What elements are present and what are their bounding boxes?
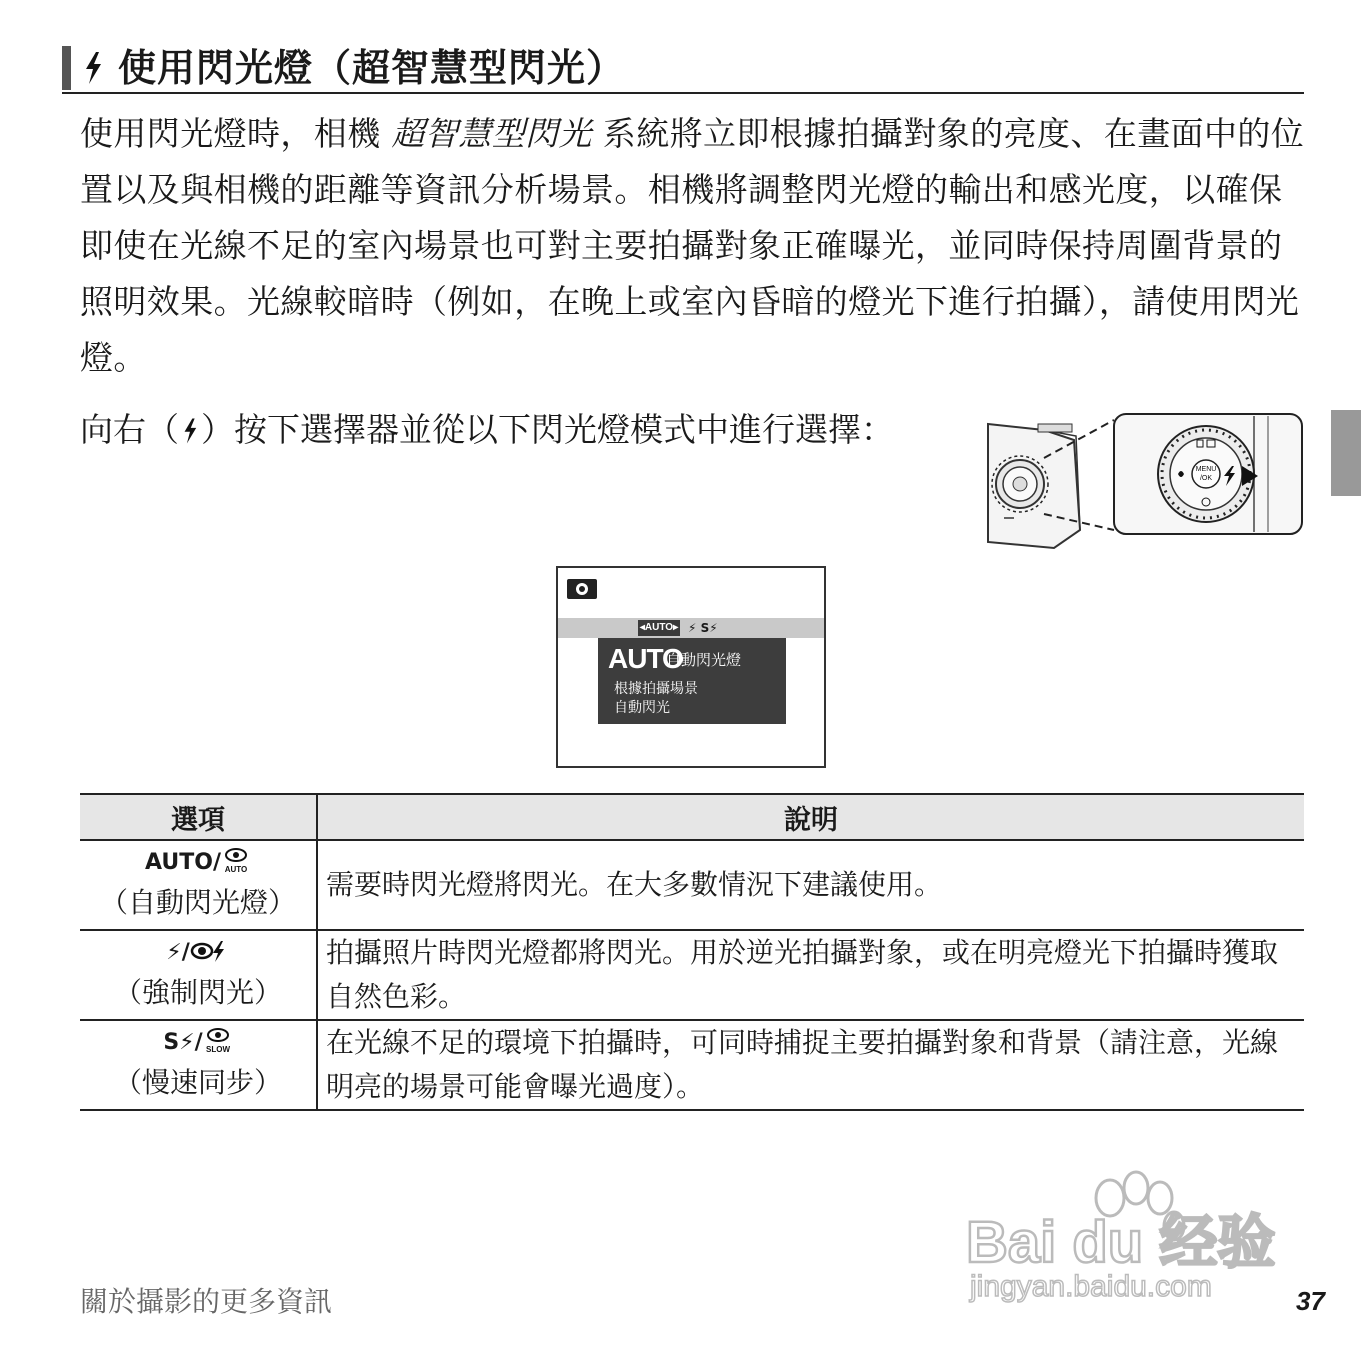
intro-text-end: 系統將立即根據拍攝對象的亮度、在畫面中的位置以及與相機的距離等資訊分析場景。相機將調整閃光燈的輸出和感光度，以確保即使在光線不足的室內場景也可對主要拍攝對象正確曝光，並同時保持周圍背景的照明效果。光線較暗時（例如，在晚上或室內昏暗的燈光下進行拍攝），請使用閃光燈。 xyxy=(80,114,1305,377)
section-heading xyxy=(62,42,1304,94)
watermark-url: jingyan.baidu.com xyxy=(970,1270,1212,1303)
watermark-logo: Bai du 经验 xyxy=(966,1210,1276,1275)
mode-info-panel xyxy=(598,638,786,724)
footer-section-title: 關於攝影的更多資訊 xyxy=(80,1285,333,1318)
menu-ok-button-label: MENU xyxy=(1195,466,1217,473)
option-name: （自動閃光燈） xyxy=(99,886,296,919)
camera-mode-icon xyxy=(566,578,598,600)
header-description: 說明 xyxy=(317,794,1304,840)
mode-description: 根據拍攝場景 自動閃光 xyxy=(614,681,698,716)
instruction-start: 向右（ xyxy=(80,410,179,449)
chapter-tab xyxy=(1331,410,1361,496)
svg-text:AUTO: AUTO xyxy=(224,865,248,874)
option-description: 需要時閃光燈將閃光。在大多數情況下建議使用。 xyxy=(317,840,1304,930)
flash-icon xyxy=(80,50,106,86)
table-header-row xyxy=(80,794,1304,840)
red-eye-auto-icon xyxy=(221,845,251,875)
option-cell xyxy=(80,1020,317,1110)
flash-icon xyxy=(179,417,201,445)
option-code: ⚡/ xyxy=(80,935,316,971)
intro-emphasis: 超智慧型閃光 xyxy=(391,114,592,153)
flash-options-table xyxy=(80,793,1304,1111)
option-code: S⚡/ SLOW xyxy=(80,1025,316,1061)
camera-back-illustration xyxy=(984,410,1306,550)
option-cell xyxy=(80,840,317,930)
strip-mode-icons: ⚡ S⚡ xyxy=(688,621,718,635)
page-title: 使用閃光燈（超智慧型閃光） xyxy=(118,46,626,90)
zoomed-selector-panel xyxy=(1114,414,1302,534)
camera-body xyxy=(988,424,1080,548)
option-cell xyxy=(80,930,317,1020)
option-description: 拍攝照片時閃光燈都將閃光。用於逆光拍攝對象，或在明亮燈光下拍攝時獲取自然色彩。 xyxy=(317,930,1304,1020)
svg-text:/OK: /OK xyxy=(1199,475,1213,482)
mode-big-label: AUTO xyxy=(608,643,683,674)
svg-text:SLOW: SLOW xyxy=(205,1045,230,1054)
table-row xyxy=(80,840,1304,930)
option-name: （慢速同步） xyxy=(113,1066,282,1099)
red-eye-flash-icon xyxy=(190,939,230,963)
header-option: 選項 xyxy=(80,794,317,840)
option-description: 在光線不足的環境下拍攝時，可同時捕捉主要拍攝對象和背景（請注意，光線明亮的場景可能會曝光過度）。 xyxy=(317,1020,1304,1110)
option-name: （強制閃光） xyxy=(113,976,282,1009)
table-row xyxy=(80,930,1304,1020)
intro-paragraph xyxy=(80,106,1305,386)
option-code: AUTO/ AUTO xyxy=(80,845,316,881)
lcd-screen xyxy=(556,566,826,768)
page-number: 37 xyxy=(1296,1286,1325,1316)
strip-selected-mode: ◂AUTO▸ xyxy=(638,620,680,636)
intro-text-start: 使用閃光燈時，相機 xyxy=(80,114,392,153)
table-row xyxy=(80,1020,1304,1110)
baidu-watermark xyxy=(960,1150,1290,1310)
heading-bar xyxy=(62,46,71,90)
mode-name: 自動閃光燈 xyxy=(666,651,742,669)
instruction-text xyxy=(80,404,960,456)
red-eye-slow-icon xyxy=(203,1025,233,1055)
instruction-end: ）按下選擇器並從以下閃光燈模式中進行選擇： xyxy=(201,410,894,449)
